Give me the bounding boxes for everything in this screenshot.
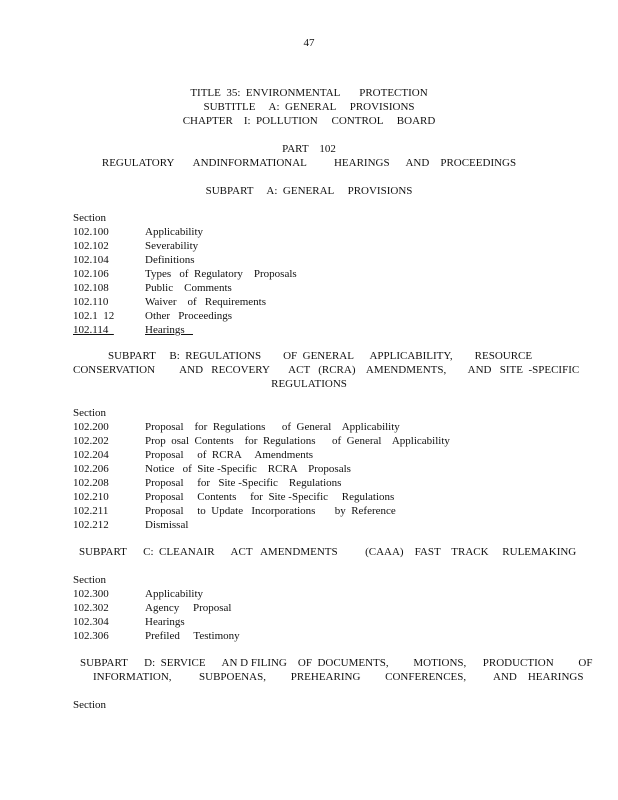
title-line: TITLE 35: ENVIRONMENTAL PROTECTION — [190, 87, 428, 99]
section-label: Section — [73, 699, 106, 711]
subpart-c-heading: SUBPART C: CLEANAIR ACT AMENDMENTS (CAAA) FAST TRACK RULEMAKING — [79, 546, 577, 558]
section-title: Proposal of RCRA Amendments — [145, 449, 314, 461]
subpart-d-heading-line2: INFORMATION, SUBPOENAS, PREHEARING CONFERENCES, AND HEARINGS — [93, 671, 584, 683]
section-number: 102.106 — [73, 268, 109, 280]
section-row — [73, 615, 185, 629]
section-row — [73, 281, 232, 295]
section-number: 102.212 — [73, 519, 109, 531]
section-number: 102.302 — [73, 602, 109, 614]
subpart-b-heading-line2: CONSERVATION AND RECOVERY ACT (RCRA) AMENDMENTS, AND SITE -SPECIFIC — [73, 364, 580, 376]
section-title: Waiver of Requirements — [145, 296, 266, 308]
section-title: Other Proceedings — [145, 310, 233, 322]
section-row — [73, 448, 314, 462]
section-title: Applicability — [145, 588, 204, 600]
section-row — [73, 629, 240, 643]
subpart-b-heading-line1: SUBPART B: REGULATIONS OF GENERAL APPLICABILITY, RESOURCE — [108, 350, 533, 362]
subtitle-line: SUBTITLE A: GENERAL PROVISIONS — [203, 101, 415, 113]
section-number: 102.100 — [73, 226, 109, 238]
section-title: Severability — [145, 240, 199, 252]
section-number: 102.114 — [73, 324, 114, 336]
section-title: Proposal Contents for Site -Specific Regulations — [145, 491, 395, 503]
section-number: 102.110 — [73, 296, 109, 308]
section-number: 102.102 — [73, 240, 109, 252]
section-title: Prop osal Contents for Regulations of General Applicability — [145, 435, 450, 447]
section-number: 102.210 — [73, 491, 109, 503]
section-label: Section — [73, 407, 106, 419]
chapter-line: CHAPTER I: POLLUTION CONTROL BOARD — [182, 115, 436, 127]
part-name-line: REGULATORY ANDINFORMATIONAL HEARINGS AND PROCEEDINGS — [101, 157, 517, 169]
subpart-c-section-list — [73, 573, 240, 643]
section-title: Definitions — [145, 254, 195, 266]
section-title: Prefiled Testimony — [145, 630, 240, 642]
section-number: 102.1 12 — [73, 310, 115, 322]
section-label: Section — [73, 212, 106, 224]
section-row — [73, 601, 232, 615]
page-number: 47 — [303, 37, 315, 49]
section-title: Proposal for Regulations of General Applicability — [145, 421, 400, 433]
section-row — [73, 295, 266, 309]
section-row — [73, 476, 342, 490]
section-row — [73, 267, 297, 281]
section-title: Hearings — [145, 616, 185, 628]
section-title: Public Comments — [145, 282, 232, 294]
section-row — [73, 434, 450, 448]
section-number: 102.304 — [73, 616, 109, 628]
section-row — [73, 323, 193, 337]
section-row — [73, 225, 204, 239]
section-row — [73, 253, 195, 267]
section-label: Section — [73, 574, 106, 586]
section-title: Proposal for Site -Specific Regulations — [145, 477, 342, 489]
section-row — [73, 462, 351, 476]
section-title: Hearings — [145, 324, 193, 336]
section-number: 102.300 — [73, 588, 109, 600]
section-row — [73, 587, 204, 601]
section-number: 102.211 — [73, 505, 109, 517]
section-number: 102.208 — [73, 477, 109, 489]
section-title: Proposal to Update Incorporations by Reference — [145, 505, 396, 517]
section-number: 102.204 — [73, 449, 109, 461]
section-number: 102.104 — [73, 254, 109, 266]
subpart-b-heading-line3: REGULATIONS — [271, 378, 347, 390]
subpart-a-section-list — [73, 211, 297, 337]
subpart-b-section-list — [73, 406, 450, 532]
section-title: Agency Proposal — [145, 602, 232, 614]
section-number: 102.108 — [73, 282, 109, 294]
section-title: Notice of Site -Specific RCRA Proposals — [145, 463, 351, 475]
section-number: 102.202 — [73, 435, 109, 447]
subpart-a-heading: SUBPART A: GENERAL PROVISIONS — [205, 185, 413, 197]
section-title: Types of Regulatory Proposals — [145, 268, 297, 280]
section-row — [73, 490, 395, 504]
section-row — [73, 309, 233, 323]
section-number: 102.200 — [73, 421, 109, 433]
section-row — [73, 239, 199, 253]
section-row — [73, 518, 189, 532]
section-row — [73, 504, 396, 518]
section-title: Dismissal — [145, 519, 189, 531]
section-title: Applicability — [145, 226, 204, 238]
section-row — [73, 420, 400, 434]
section-number: 102.206 — [73, 463, 109, 475]
subpart-d-heading-line1: SUBPART D: SERVICE AN D FILING OF DOCUMENTS, MOTIONS, PRODUCTION OF — [80, 657, 593, 669]
part-line: PART 102 — [282, 143, 336, 155]
section-number: 102.306 — [73, 630, 109, 642]
